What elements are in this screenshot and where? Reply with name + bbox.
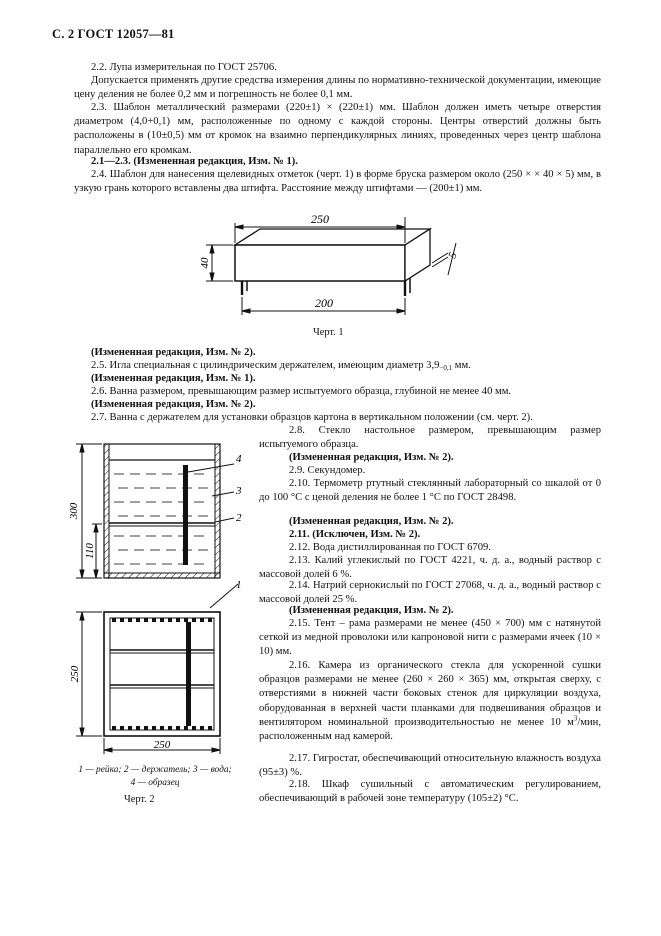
para-2-14: 2.14. Натрий сернокислый по ГОСТ 27068, ч. д. а., водный раствор с массовой долей 25 %. bbox=[259, 580, 601, 606]
para-2-5: 2.5. Игла специальная с цилиндрическим держателем, имеющим диаметр $3,9_{-0,1}$ мм. bbox=[91, 360, 471, 372]
figure-2-legend bbox=[62, 764, 248, 789]
para-2-6: 2.6. Ванна размером, превышающим размер испытуемого образца, глубиной не менее 40 мм. bbox=[91, 386, 512, 397]
dim-height: 40 bbox=[199, 257, 211, 269]
para-2-12: 2.12. Вода дистиллированная по ГОСТ 6709. bbox=[289, 542, 491, 553]
para-2-15: 2.15. Тент – рама размерами не менее (450 × 700) мм с натянутой сеткой из медной проволоки или капроновой нити с размерами ячеек (10 × 10) мм. bbox=[259, 618, 601, 658]
figure-1-caption: Черт. 1 bbox=[313, 327, 344, 338]
edit-note-2-4: (Измененная редакция, Изм. № 2). bbox=[91, 347, 256, 358]
edit-note-2-5: (Измененная редакция, Изм. № 1). bbox=[91, 373, 256, 384]
para-2-13: 2.13. Калий углекислый по ГОСТ 4221, ч. д. а., водный раствор с массовой долей 6 %. bbox=[259, 555, 601, 581]
edit-note-2-6: (Измененная редакция, Изм. № 2). bbox=[91, 399, 256, 410]
callout-1: 1 bbox=[236, 579, 242, 591]
dim-length: 250 bbox=[311, 212, 329, 226]
dim-width: 5 bbox=[446, 250, 460, 260]
para-2-17: 2.17. Гигростат, обеспечивающий относительную влажность воздуха (95±3) %. bbox=[259, 753, 601, 779]
para-2-11: 2.11. (Исключен, Изм. № 2). bbox=[289, 529, 421, 540]
edit-note-2-8: (Измененная редакция, Изм. № 2). bbox=[289, 452, 454, 463]
callout-3: 3 bbox=[236, 485, 242, 497]
dim-pins: 200 bbox=[315, 296, 333, 310]
para-2-8: 2.8. Стекло настольное размером, превышающим размер испытуемого образца. bbox=[259, 425, 601, 451]
legend-line-1: 1 — рейка; 2 — держатель; 3 — вода; bbox=[78, 765, 232, 775]
para-2-7: 2.7. Ванна с держателем для установки образцов картона в вертикальном положении (см. черт. 2). bbox=[91, 412, 533, 423]
para-2-2: 2.2. Лупа измерительная по ГОСТ 25706. bbox=[91, 62, 277, 73]
edit-note-2-10: (Измененная редакция, Изм. № 2). bbox=[289, 516, 454, 527]
legend-line-2: 4 — образец bbox=[130, 777, 180, 788]
para-2-16: 2.16. Камера из органического стекла для ускоренной сушки образцов размерами не менее (260 × 260 × 365) мм, открытая сверху, с отверстиями в нижней части боковых стенок для циркуляции воздуха, оборудованная в верхней части планками для подвешивания образцов и вентилятором номинальной производительностью не менее 10 $м^3$/мин, расположенным над камерой. bbox=[259, 660, 601, 743]
dim-side: 250 bbox=[69, 665, 81, 683]
para-2-4: 2.4. Шаблон для нанесения щелевидных отметок (черт. 1) в форме бруска размером около (250 × × 40 × 5) мм, в узкую грань которого вставлены два штифта. Расстояние между штифтами — (200±1) мм. bbox=[74, 169, 601, 195]
para-2-10: 2.10. Термометр ртутный стеклянный лабораторный со шкалой от 0 до 100 °С с ценой деления не более 1 °С по ГОСТ 28498. bbox=[259, 478, 601, 504]
figure-1-template-bar bbox=[190, 205, 480, 323]
para-2-3: 2.3. Шаблон металлический размерами (220±1) × (220±1) мм. Шаблон должен иметь четыре отверстия диаметром (4,0+0,1) мм, расположенные по одному с каждой стороны. Центры отверстий должны быть расположены в (10±0,5) мм от кромок на взаимно перпендикулярных линиях, проведенных через центр шаблона параллельно его кромкам. bbox=[74, 102, 601, 156]
dim-bottom: 250 bbox=[153, 739, 171, 751]
dim-water-level: 110 bbox=[84, 543, 96, 559]
figure-2-caption: Черт. 2 bbox=[124, 794, 155, 805]
para-2-18: 2.18. Шкаф сушильный с автоматическим регулированием, обеспечивающий в рабочей зоне температуру (105±2) °С. bbox=[259, 779, 601, 805]
callout-4: 4 bbox=[236, 453, 242, 465]
para-2-2b: Допускается применять другие средства измерения длины по нормативно-технической документации, имеющие цену деления не более 0,2 мм и погрешность не более 0,1 мм. bbox=[74, 75, 601, 101]
figure-2-bath-with-holder bbox=[62, 432, 254, 762]
edit-note-2-14: (Измененная редакция, Изм. № 2). bbox=[289, 605, 454, 616]
dim-total-height: 300 bbox=[68, 502, 80, 520]
callout-2: 2 bbox=[236, 512, 242, 524]
edit-note-2-1-2-3: 2.1—2.3. (Измененная редакция, Изм. № 1). bbox=[91, 156, 298, 167]
para-2-9: 2.9. Секундомер. bbox=[289, 465, 366, 476]
page-header: С. 2 ГОСТ 12057—81 bbox=[52, 27, 175, 41]
